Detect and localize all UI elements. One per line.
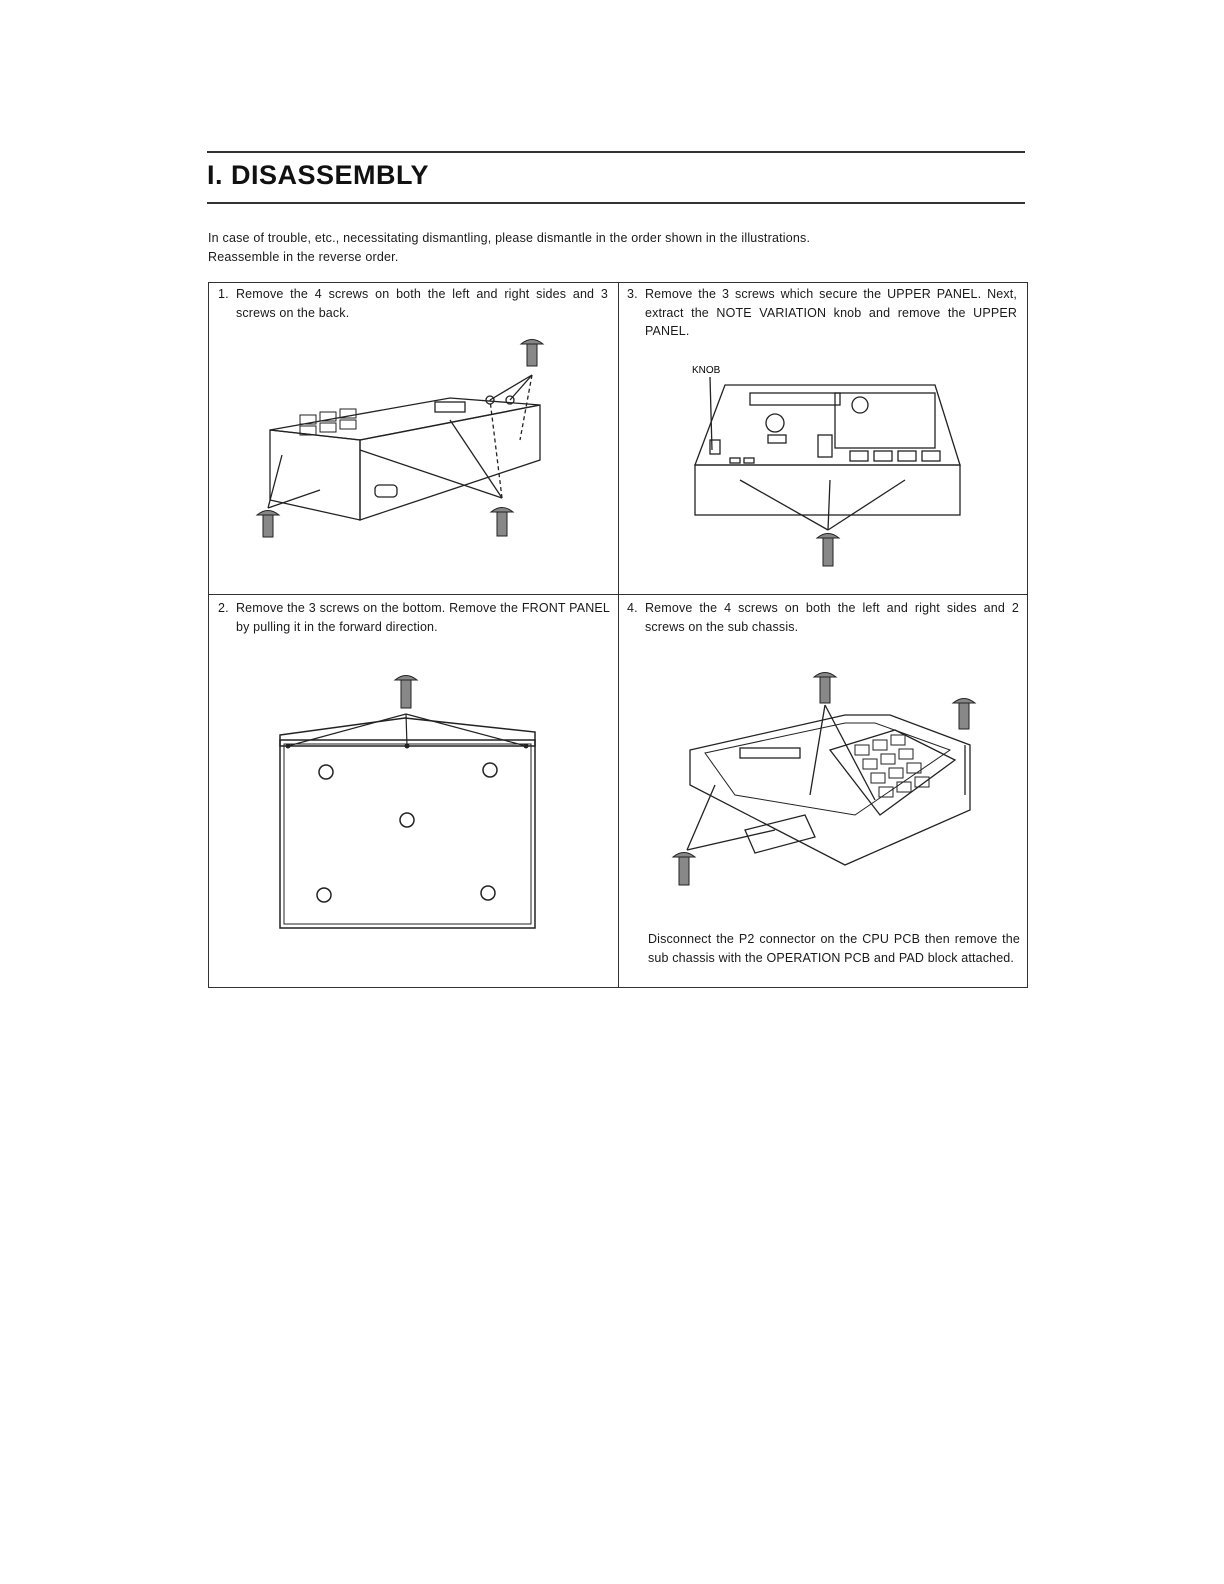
figure-sub-chassis — [665, 665, 995, 895]
step-3 — [627, 285, 1017, 341]
step-2 — [218, 599, 610, 636]
step-4-note: Disconnect the P2 connector on the CPU PCB then remove the sub chassis with the OPERATION PCB and PAD block attached. — [648, 932, 1020, 965]
intro-line-2: Reassemble in the reverse order. — [208, 250, 399, 264]
step-1 — [218, 285, 608, 322]
step-text: Remove the 3 screws on the bottom. Remove the FRONT PANEL by pulling it in the forward direction. — [236, 601, 610, 634]
step-text: Remove the 4 screws on both the left and right sides and 3 screws on the back. — [236, 287, 608, 320]
knob-label: KNOB — [692, 365, 721, 376]
step-text: Remove the 4 screws on both the left and right sides and 2 screws on the sub chassis. — [645, 601, 1019, 634]
figure-upper-panel — [680, 355, 980, 580]
intro-line-1: In case of trouble, etc., necessitating dismantling, please dismantle in the order shown in the illustrations. — [208, 231, 811, 245]
step-number: 1. — [218, 287, 229, 301]
table-divider-vertical — [618, 282, 619, 988]
top-rule — [207, 151, 1025, 153]
step-number: 4. — [627, 601, 638, 615]
intro-text — [208, 229, 1028, 267]
figure-case-screws — [240, 330, 570, 560]
page-title: I. DISASSEMBLY — [207, 160, 430, 190]
figure-bottom-screws — [270, 670, 545, 935]
step-text: Remove the 3 screws which secure the UPPER PANEL. Next, extract the NOTE VARIATION knob and remove the UPPER PANEL. — [645, 287, 1017, 338]
step-4 — [627, 599, 1019, 636]
table-divider-horizontal — [208, 594, 1028, 595]
title-underline — [207, 202, 1025, 204]
step-number: 3. — [627, 287, 638, 301]
step-number: 2. — [218, 601, 229, 615]
